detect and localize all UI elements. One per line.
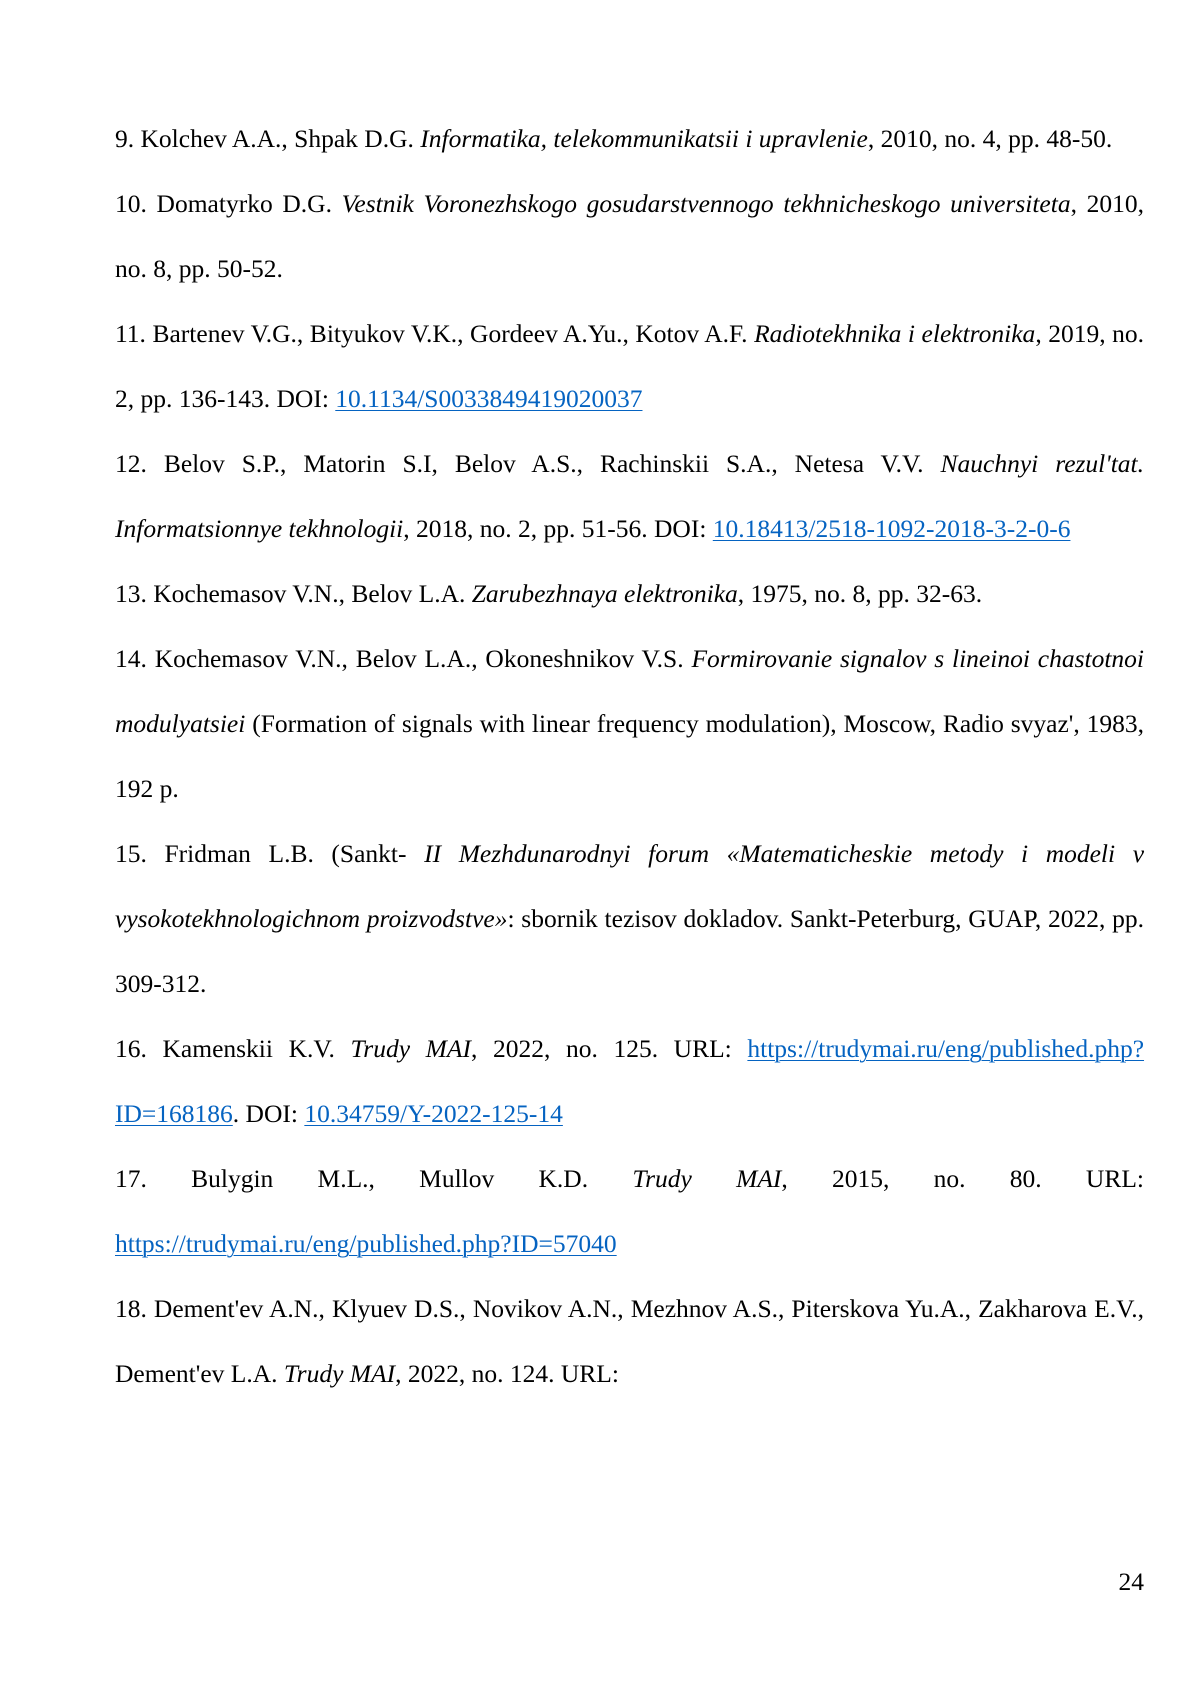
- reference-details: , 2010, no. 4, pp. 48-50.: [867, 124, 1113, 153]
- reference-authors: Kamenskii K.V.: [162, 1034, 335, 1063]
- reference-item-16: [115, 1016, 1144, 1146]
- reference-authors: Domatyrko D.G.: [156, 189, 332, 218]
- reference-details: , 2015, no. 80. URL:: [781, 1164, 1144, 1193]
- doi-link[interactable]: 10.1134/S0033849419020037: [335, 384, 643, 413]
- reference-authors: Kochemasov V.N., Belov L.A.: [153, 579, 466, 608]
- reference-number: 15.: [115, 839, 147, 868]
- reference-item-11: [115, 301, 1144, 431]
- reference-source: Trudy MAI: [632, 1164, 782, 1193]
- reference-authors: Dement'ev A.N., Klyuev D.S., Novikov A.N., Mezhnov A.S., Piterskova Yu.A., Zakharova E.V., Dement'ev L.A.: [115, 1294, 1144, 1388]
- reference-number: 18.: [115, 1294, 147, 1323]
- reference-number: 16.: [115, 1034, 147, 1063]
- reference-item-13: [115, 561, 1144, 626]
- reference-details: : sbornik tezisov dokladov. Sankt-Peterburg, GUAP, 2022, pp. 309-312.: [115, 904, 1144, 998]
- reference-item-10: [115, 171, 1144, 301]
- reference-source: Nauchnyi rezul'tat. Informatsionnye tekhnologii: [115, 449, 1145, 543]
- url-link[interactable]: https://trudymai.ru/eng/published.php?ID=168186: [115, 1034, 1145, 1128]
- reference-source: Trudy MAI: [283, 1359, 396, 1388]
- reference-details: , 2019, no. 2, pp. 136-143. DOI:: [115, 319, 1145, 413]
- reference-details: , 2018, no. 2, pp. 51-56. DOI:: [403, 514, 713, 543]
- reference-number: 10.: [115, 189, 147, 218]
- reference-source: Formirovanie signalov s lineinoi chastotnoi modulyatsiei: [115, 644, 1145, 738]
- reference-item-12: [115, 431, 1144, 561]
- reference-source: Radiotekhnika i elektronika: [754, 319, 1036, 348]
- reference-authors: Bartenev V.G., Bityukov V.K., Gordeev A.Yu., Kotov A.F.: [152, 319, 748, 348]
- reference-source: Trudy MAI: [350, 1034, 471, 1063]
- reference-details: (Formation of signals with linear frequency modulation), Moscow, Radio svyaz', 1983, 192 p.: [115, 709, 1144, 803]
- page-number: 24: [1118, 1567, 1144, 1596]
- reference-details: , 2010, no. 8, pp. 50-52.: [115, 189, 1144, 283]
- doi-prefix: . DOI:: [232, 1099, 305, 1128]
- doi-link[interactable]: 10.34759/Y-2022-125-14: [304, 1099, 563, 1128]
- reference-item-15: [115, 821, 1144, 1016]
- reference-authors: Kochemasov V.N., Belov L.A., Okoneshnikov V.S.: [154, 644, 684, 673]
- reference-authors: Bulygin M.L., Mullov K.D.: [191, 1164, 589, 1193]
- reference-number: 12.: [115, 449, 147, 478]
- reference-item-14: [115, 626, 1144, 821]
- reference-details: , 1975, no. 8, pp. 32-63.: [737, 579, 983, 608]
- reference-source: II Mezhdunarodnyi forum «Matematicheskie metody i modeli v vysokotekhnologichnom proizvodstve»: [115, 839, 1145, 933]
- reference-details: , 2022, no. 124. URL:: [395, 1359, 619, 1388]
- doi-link[interactable]: 10.18413/2518-1092-2018-3-2-0-6: [712, 514, 1071, 543]
- reference-source: Informatika, telekommunikatsii i upravlenie: [420, 124, 868, 153]
- reference-item-18: [115, 1276, 1144, 1406]
- reference-number: 17.: [115, 1164, 147, 1193]
- reference-number: 13.: [115, 579, 147, 608]
- reference-number: 14.: [115, 644, 147, 673]
- reference-authors: Belov S.P., Matorin S.I, Belov A.S., Rachinskii S.A., Netesa V.V.: [163, 449, 924, 478]
- reference-source: Vestnik Voronezhskogo gosudarstvennogo tekhnicheskogo universiteta: [341, 189, 1071, 218]
- reference-source: Zarubezhnaya elektronika: [471, 579, 738, 608]
- url-link[interactable]: https://trudymai.ru/eng/published.php?ID=57040: [115, 1229, 617, 1258]
- reference-number: 11.: [115, 319, 146, 348]
- reference-authors: Fridman L.B. (Sankt-: [164, 839, 407, 868]
- reference-authors: Kolchev A.A., Shpak D.G.: [140, 124, 414, 153]
- reference-number: 9.: [115, 124, 135, 153]
- reference-item-9: [115, 106, 1144, 171]
- reference-details: , 2022, no. 125. URL:: [470, 1034, 748, 1063]
- reference-list: [115, 106, 1144, 1406]
- reference-item-17: [115, 1146, 1144, 1276]
